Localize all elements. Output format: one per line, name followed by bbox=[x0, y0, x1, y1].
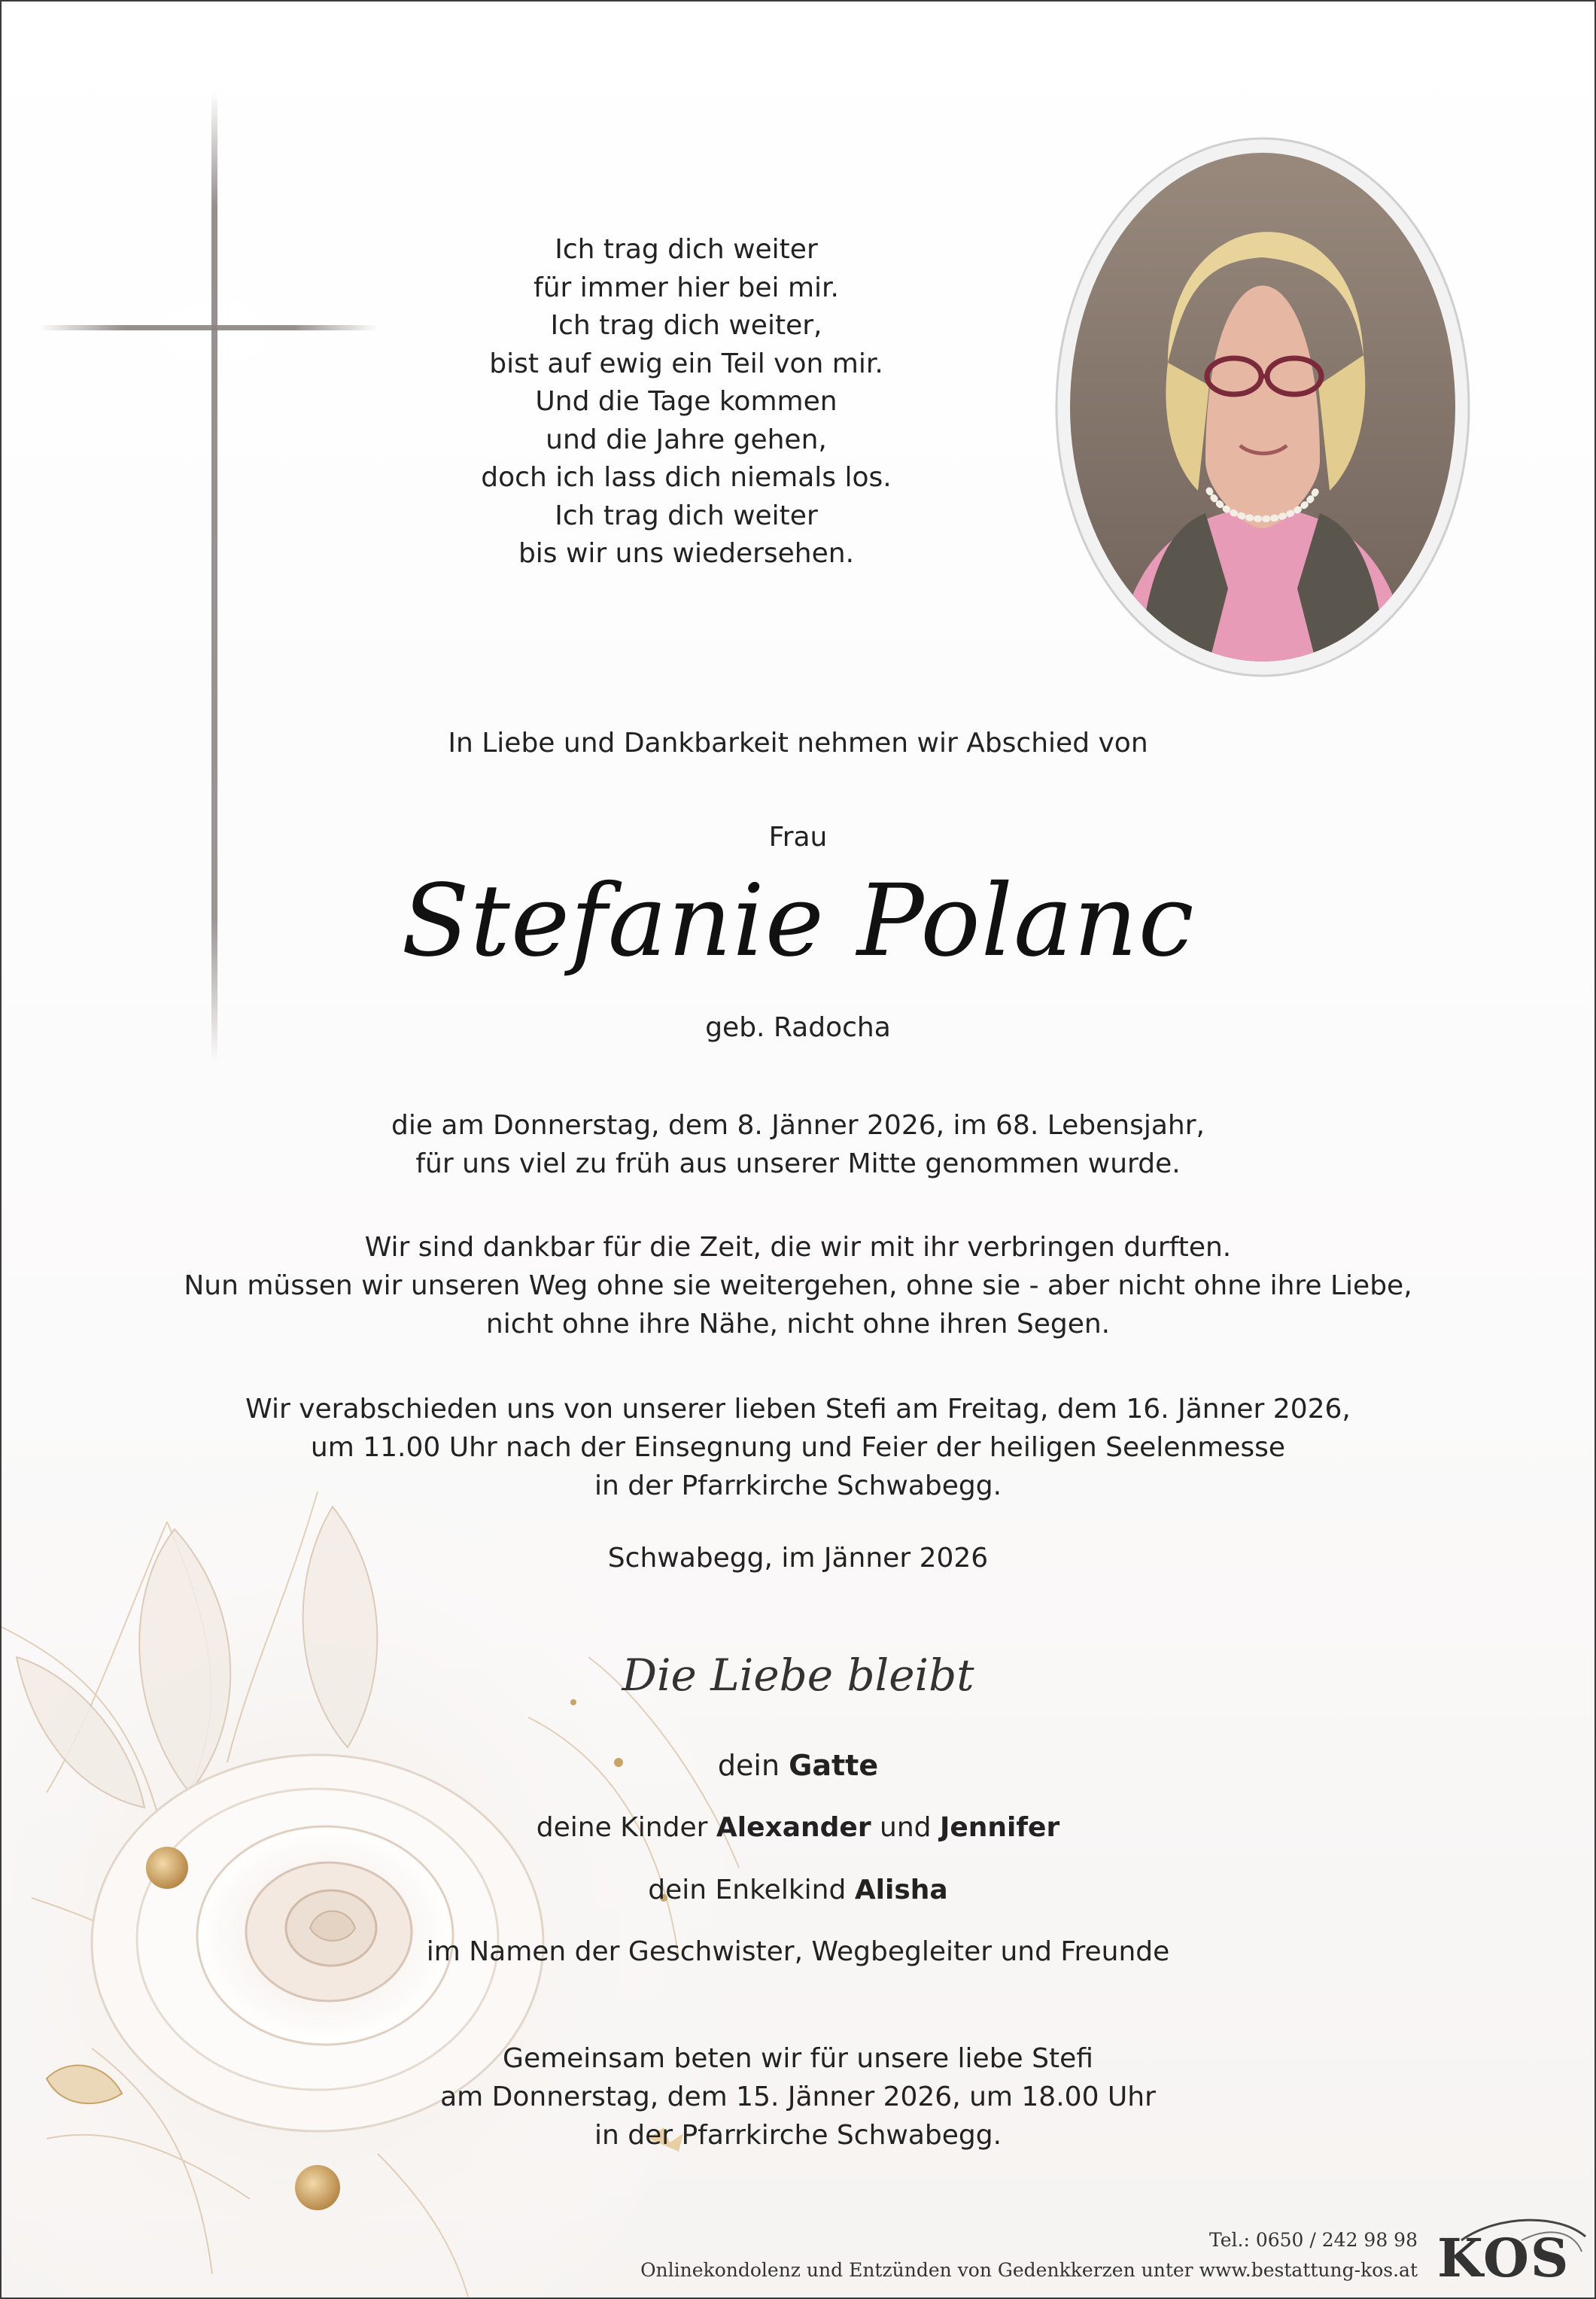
mourner-prefix: deine Kinder bbox=[536, 1812, 708, 1843]
mourner-grandchild bbox=[2, 1875, 1594, 1905]
website-note: Onlinekondolenz und Entzünden von Gedenkkerzen unter www.bestattung-kos.at bbox=[640, 2259, 1418, 2281]
prayer-text bbox=[2, 2039, 1594, 2155]
mourner-name: Gatte bbox=[789, 1749, 879, 1782]
logo-text: KOS bbox=[1437, 2227, 1570, 2289]
deceased-name: Stefanie Polanc bbox=[401, 863, 1195, 979]
phone-number: Tel.: 0650 / 242 98 98 bbox=[1208, 2229, 1418, 2251]
intro-text: In Liebe und Dankbarkeit nehmen wir Abschied von bbox=[448, 728, 1148, 759]
salutation: Frau bbox=[768, 822, 828, 853]
funeral-home-footer bbox=[640, 2225, 1418, 2285]
poem-line: Und die Tage kommen bbox=[535, 386, 838, 417]
gratitude-line: Nun müssen wir unseren Weg ohne sie weitergehen, ohne sie - aber nicht ohne ihre Liebe, bbox=[184, 1270, 1412, 1301]
poem-line: Ich trag dich weiter bbox=[555, 234, 818, 265]
funeral-line: in der Pfarrkirche Schwabegg. bbox=[594, 1470, 1002, 1501]
maiden-name: geb. Radocha bbox=[705, 1012, 891, 1043]
mourner-name: Alisha bbox=[854, 1875, 948, 1905]
poem-line: und die Jahre gehen, bbox=[546, 424, 827, 455]
gratitude-line: nicht ohne ihre Nähe, nicht ohne ihren Segen. bbox=[485, 1309, 1111, 1340]
portrait-photo bbox=[1055, 137, 1470, 677]
gratitude-line: Wir sind dankbar für die Zeit, die wir mit ihr verbringen durften. bbox=[364, 1232, 1232, 1263]
death-notice bbox=[2, 1106, 1594, 1183]
funeral-text bbox=[2, 1390, 1594, 1505]
mourner-conjunction: und bbox=[880, 1812, 932, 1843]
mourner-children bbox=[2, 1812, 1594, 1843]
closing-motto: Die Liebe bleibt bbox=[622, 1650, 974, 1701]
prayer-line: Gemeinsam beten wir für unsere liebe Stefi bbox=[503, 2043, 1093, 2074]
prayer-line: am Donnerstag, dem 15. Jänner 2026, um 18.00 Uhr bbox=[440, 2082, 1156, 2112]
poem bbox=[423, 231, 950, 573]
place-date: Schwabegg, im Jänner 2026 bbox=[607, 1543, 989, 1574]
poem-line: Ich trag dich weiter bbox=[555, 500, 818, 531]
poem-line: doch ich lass dich niemals los. bbox=[481, 462, 892, 493]
kos-logo bbox=[1431, 2210, 1593, 2297]
mourner-spouse bbox=[2, 1749, 1594, 1782]
gratitude-text bbox=[2, 1228, 1594, 1343]
poem-line: für immer hier bei mir. bbox=[534, 272, 839, 303]
death-line: die am Donnerstag, dem 8. Jänner 2026, im 68. Lebensjahr, bbox=[391, 1110, 1205, 1141]
poem-line: Ich trag dich weiter, bbox=[550, 310, 822, 341]
mourner-name: Alexander bbox=[716, 1812, 871, 1843]
poem-line: bis wir uns wiedersehen. bbox=[518, 538, 855, 569]
death-line: für uns viel zu früh aus unserer Mitte genommen wurde. bbox=[415, 1148, 1181, 1179]
poem-line: bist auf ewig ein Teil von mir. bbox=[489, 348, 883, 379]
mourner-name: Jennifer bbox=[939, 1812, 1060, 1843]
funeral-line: Wir verabschieden uns von unserer lieben Stefi am Freitag, dem 16. Jänner 2026, bbox=[245, 1394, 1351, 1425]
funeral-line: um 11.00 Uhr nach der Einsegnung und Feier der heiligen Seelenmesse bbox=[310, 1432, 1286, 1463]
mourner-others: im Namen der Geschwister, Wegbegleiter und Freunde bbox=[426, 1936, 1170, 1967]
mourner-prefix: dein Enkelkind bbox=[648, 1875, 847, 1905]
prayer-line: in der Pfarrkirche Schwabegg. bbox=[594, 2120, 1002, 2151]
mourner-prefix: dein bbox=[717, 1749, 780, 1782]
